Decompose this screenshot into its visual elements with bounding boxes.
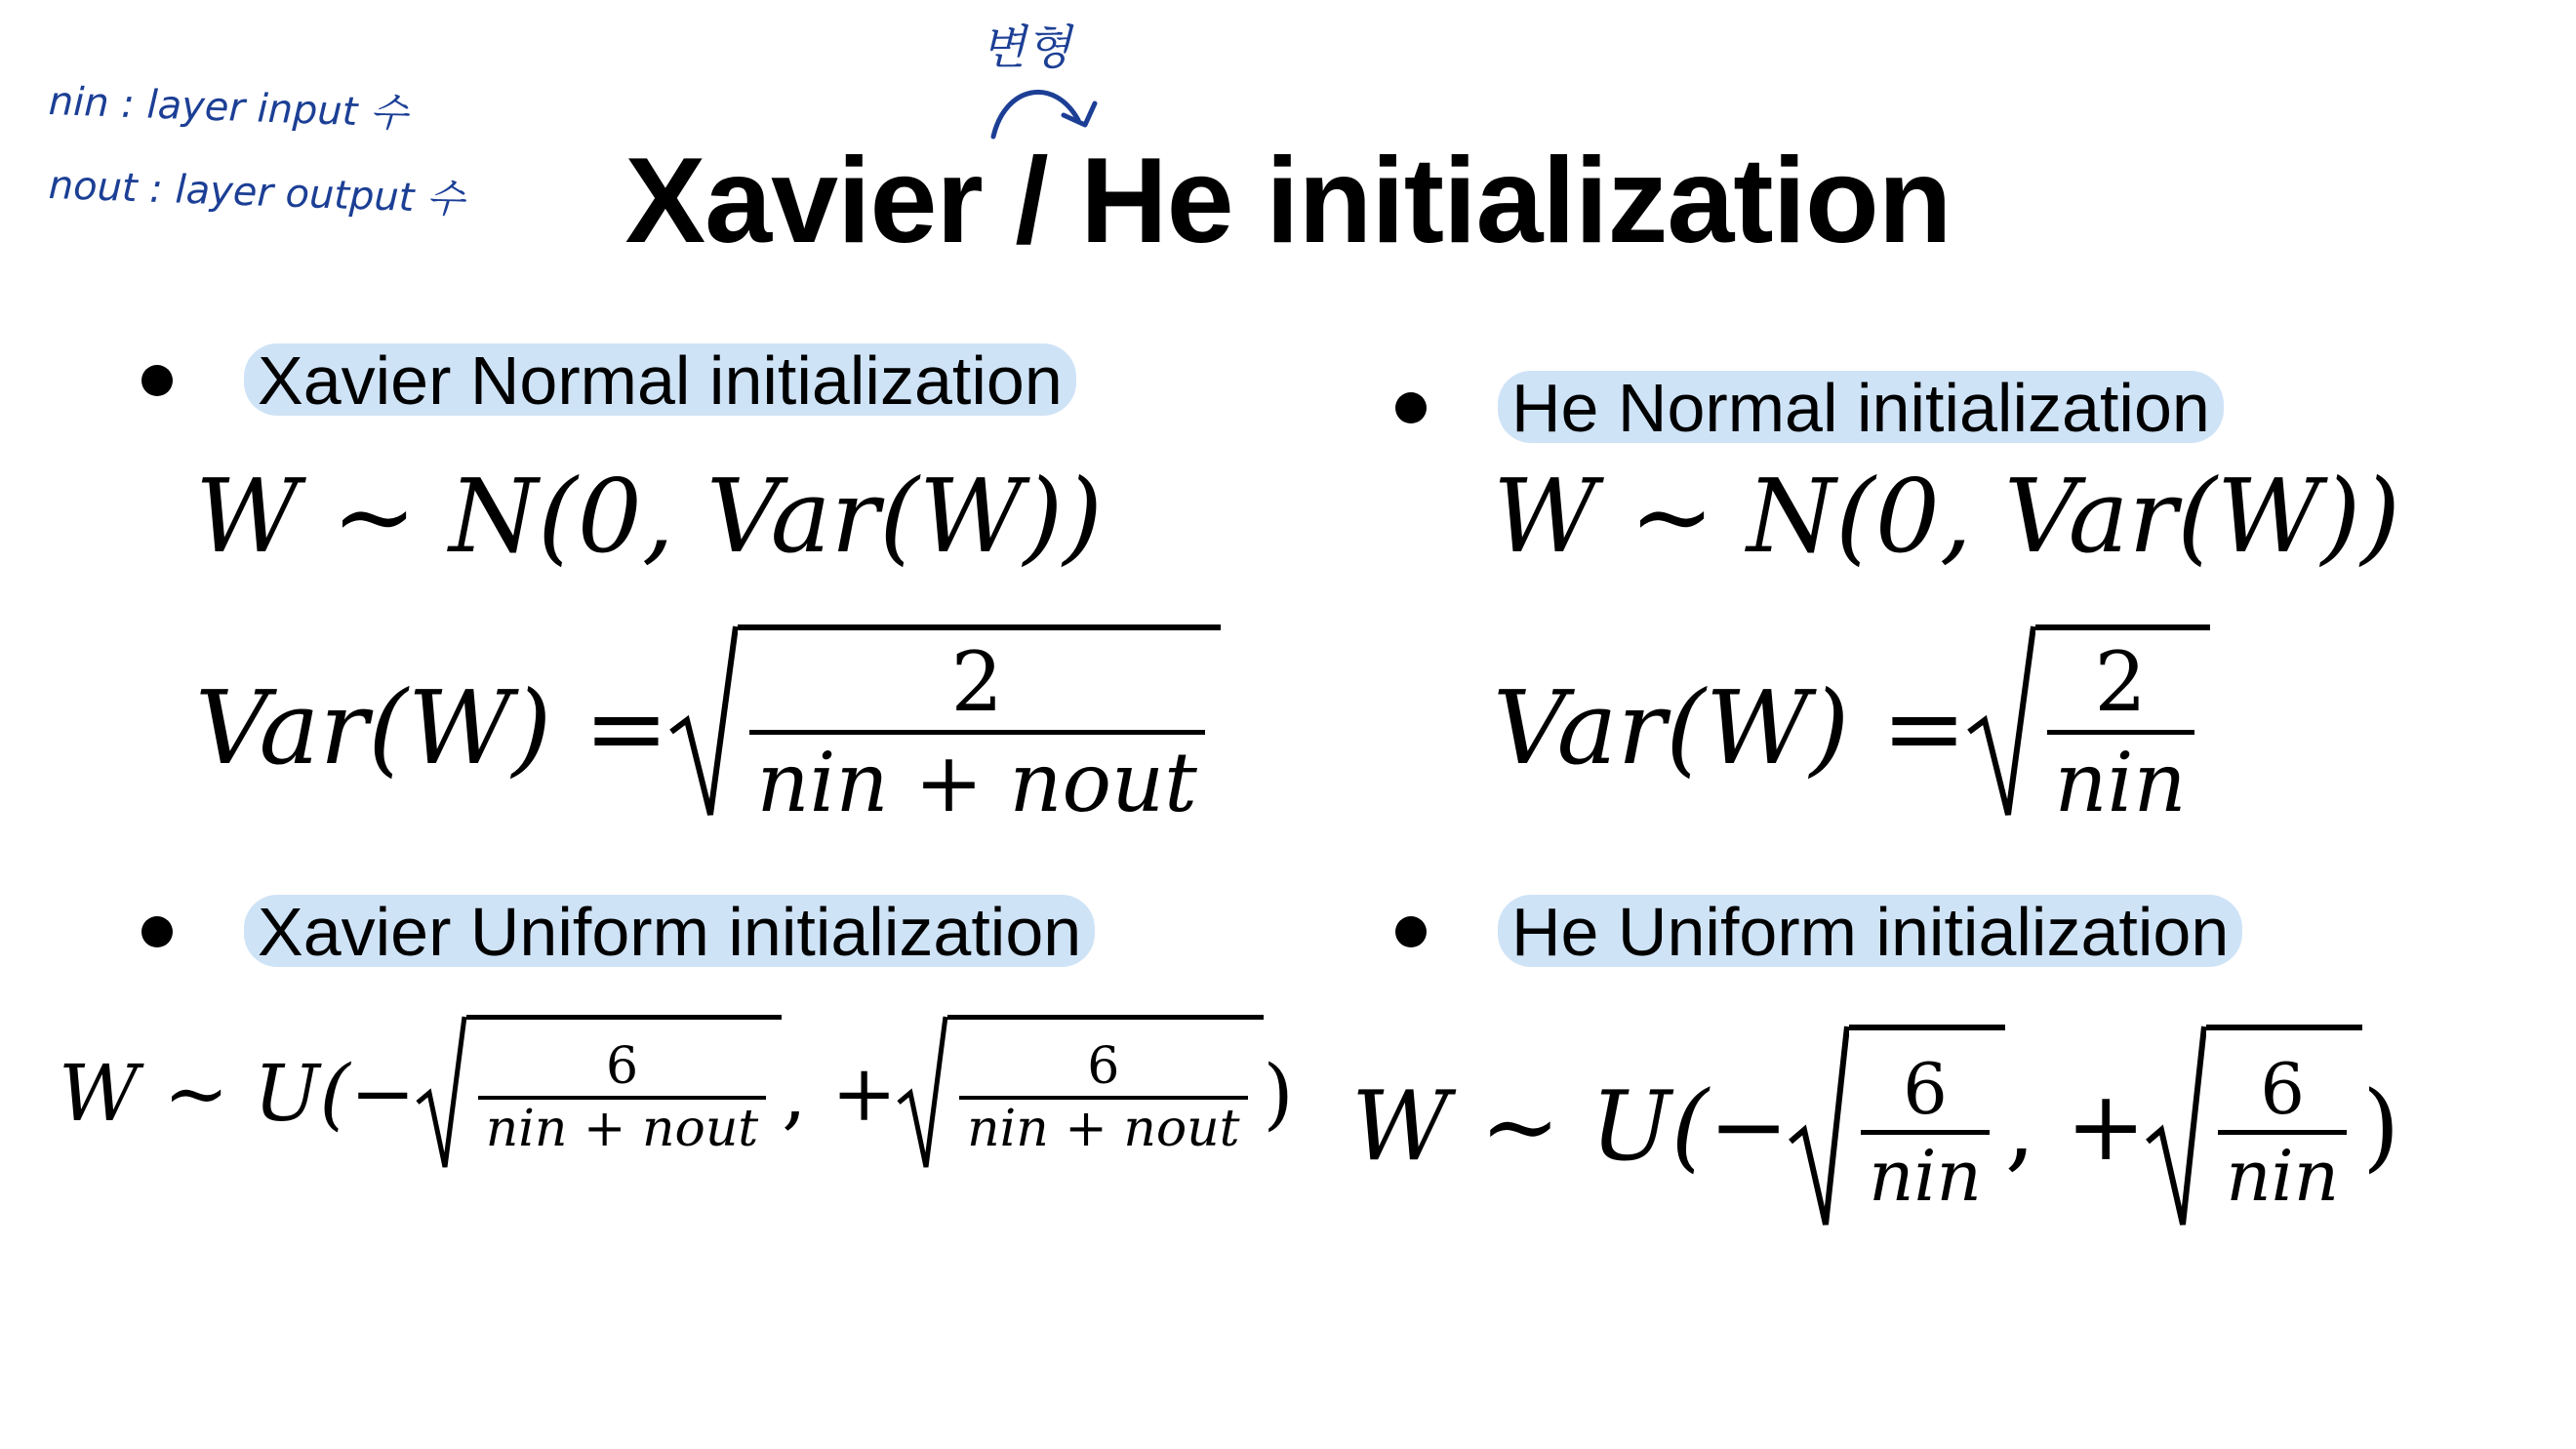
radical-icon bbox=[669, 624, 738, 820]
formula-mid: , + bbox=[2004, 1071, 2147, 1183]
radical-icon bbox=[1967, 624, 2035, 820]
sqrt-positive bbox=[2146, 1025, 2362, 1229]
bullet-label: He Normal initialization bbox=[1498, 371, 2224, 443]
formula-lhs: W bbox=[1493, 457, 1597, 576]
radical-icon bbox=[897, 1015, 947, 1171]
page-title: Xavier / He initialization bbox=[624, 134, 1952, 268]
formula-he-uniform bbox=[1351, 1025, 2399, 1229]
formula-xavier-normal-variance bbox=[195, 624, 1221, 830]
fraction-denominator: nin bbox=[2226, 1134, 2340, 1217]
fraction-numerator: 6 bbox=[1903, 1047, 1948, 1130]
fraction-denominator: nin bbox=[2054, 735, 2187, 830]
fraction-numerator: 6 bbox=[1087, 1036, 1120, 1096]
sqrt bbox=[669, 624, 1221, 830]
formula-mid: , + bbox=[782, 1047, 898, 1139]
formula-xavier-uniform bbox=[59, 1015, 1294, 1171]
bullet-dot bbox=[141, 916, 173, 947]
formula-var-lhs: Var(W) = bbox=[195, 667, 669, 787]
bullet-he-uniform bbox=[1395, 893, 2242, 971]
formula-close: ) bbox=[2362, 1071, 2400, 1183]
sqrt-negative bbox=[1789, 1025, 2005, 1229]
sqrt bbox=[1967, 624, 2210, 830]
bullet-dot bbox=[141, 365, 173, 396]
fraction-numerator: 6 bbox=[2260, 1047, 2306, 1130]
radical-icon bbox=[416, 1015, 466, 1171]
sqrt-positive bbox=[897, 1015, 1263, 1171]
radical-icon bbox=[2146, 1025, 2206, 1229]
handwritten-note-n-in: nin : layer input 수 bbox=[48, 79, 409, 137]
fraction-denominator: nin + nout bbox=[485, 1099, 759, 1158]
sqrt-negative bbox=[416, 1015, 782, 1171]
formula-close: ) bbox=[1263, 1047, 1294, 1139]
bullet-he-normal bbox=[1395, 369, 2224, 447]
formula-var-lhs: Var(W) = bbox=[1493, 667, 1967, 787]
formula-xavier-normal-distribution bbox=[195, 457, 1103, 576]
bullet-label: Xavier Normal initialization bbox=[244, 343, 1076, 416]
fraction-numerator: 2 bbox=[950, 634, 1003, 730]
formula-rhs: ∼ N(0, Var(W)) bbox=[1629, 457, 2400, 576]
fraction-numerator: 6 bbox=[605, 1036, 639, 1096]
formula-lhs: W bbox=[195, 457, 300, 576]
formula-lhs: W ∼ U(− bbox=[59, 1047, 416, 1139]
radical-icon bbox=[1789, 1025, 1849, 1229]
bullet-label: Xavier Uniform initialization bbox=[244, 895, 1095, 967]
fraction-denominator: nin bbox=[1869, 1134, 1982, 1217]
handwritten-note-n-out: nout : layer output 수 bbox=[48, 163, 465, 222]
fraction-denominator: nin + nout bbox=[967, 1099, 1240, 1158]
formula-lhs: W ∼ U(− bbox=[1351, 1071, 1790, 1183]
bullet-xavier-normal bbox=[141, 342, 1076, 420]
fraction-numerator: 2 bbox=[2094, 634, 2147, 730]
bullet-xavier-uniform bbox=[141, 893, 1095, 971]
formula-he-normal-variance bbox=[1493, 624, 2210, 830]
bullet-dot bbox=[1395, 392, 1427, 423]
formula-he-normal-distribution bbox=[1493, 457, 2400, 576]
formula-rhs: ∼ N(0, Var(W)) bbox=[331, 457, 1103, 576]
bullet-label: He Uniform initialization bbox=[1498, 895, 2242, 967]
handwritten-note-transform: 변형 bbox=[981, 20, 1071, 75]
bullet-dot bbox=[1395, 916, 1427, 947]
fraction-denominator: nin + nout bbox=[756, 735, 1197, 830]
